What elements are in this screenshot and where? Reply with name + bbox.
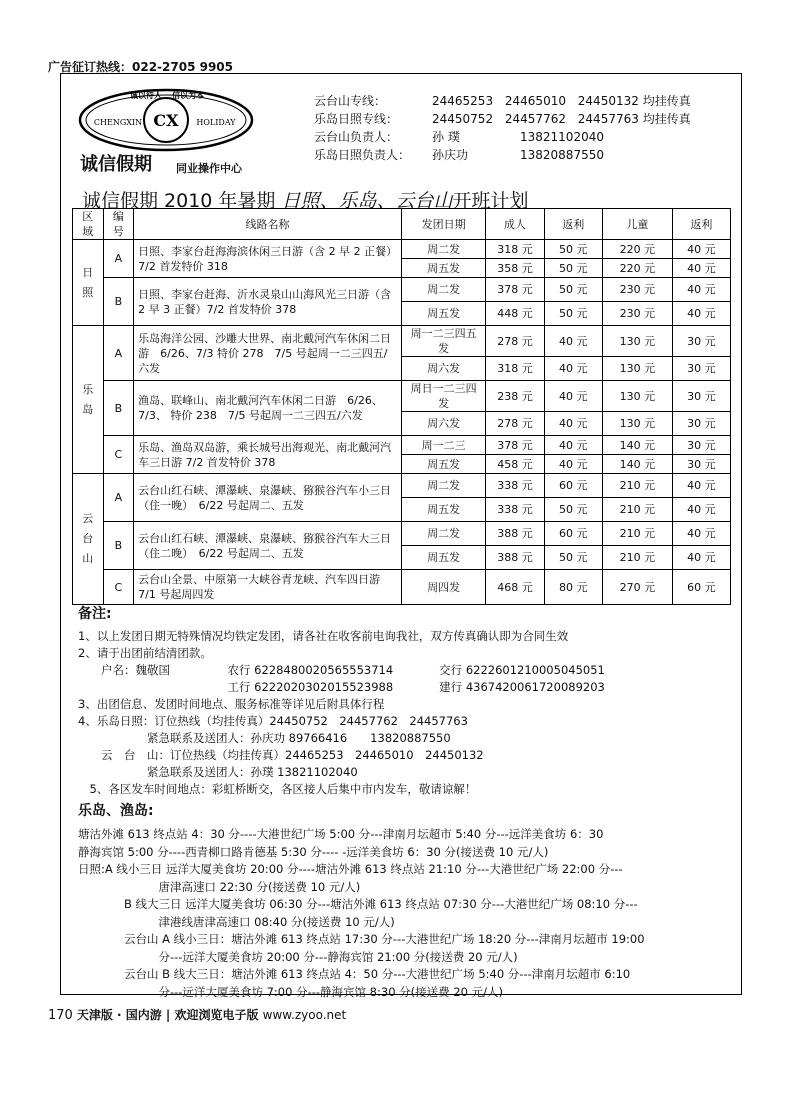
column-header: 线路名称	[134, 209, 402, 240]
adult-price: 278 元	[486, 412, 544, 436]
column-header: 编号	[103, 209, 134, 240]
adult-price: 378 元	[486, 436, 544, 455]
child-rebate: 40 元	[672, 498, 730, 522]
adult-rebate: 50 元	[544, 240, 602, 259]
adult-price: 338 元	[486, 474, 544, 498]
adult-rebate: 40 元	[544, 357, 602, 381]
child-price: 270 元	[602, 570, 672, 605]
child-price: 130 元	[602, 326, 672, 357]
schedule-line: 云台山 B 线大三日：塘沽外滩 613 终点站 4：50 分---大港世纪广场 5:40 分---津南月坛超市 6:10	[78, 967, 631, 981]
title-prefix: 诚信假期 2010 年暑期	[82, 190, 282, 212]
hotline-number: 24450752 24457762 24457763	[432, 112, 639, 126]
route-code: A	[103, 240, 134, 278]
route-name: 乐岛、渔岛双岛游，乘长城号出海观光、南北戴河汽车三日游 7/2 首发特价 378	[134, 436, 402, 474]
departure-date: 周二发	[401, 522, 485, 546]
note-line: 紧急联系及送团人：孙璞 13821102040	[78, 765, 358, 779]
departure-date: 周一二三四五发	[401, 326, 485, 357]
hotline-number: 13820887550	[520, 148, 604, 162]
column-header: 成人	[486, 209, 544, 240]
schedule-line: 津港线唐津高速口 08:40 分(接送费 10 元/人)	[78, 914, 395, 929]
route-name: 日照、李家台赶海、沂水灵泉山山海风光三日游（含 2 早 3 正餐）7/2 首发特价 378	[134, 278, 402, 326]
child-rebate: 40 元	[672, 302, 730, 326]
child-rebate: 40 元	[672, 522, 730, 546]
child-rebate: 60 元	[672, 570, 730, 605]
note-line: 工行 6222020302015523988 建行 4367420061720089203	[78, 680, 605, 694]
adult-price: 238 元	[486, 381, 544, 412]
child-price: 130 元	[602, 412, 672, 436]
title-emphasis: 日照、乐岛、云台山	[281, 190, 453, 212]
column-header: 发团日期	[401, 209, 485, 240]
footer-url[interactable]: www.zyoo.net	[262, 1008, 347, 1022]
table-row	[73, 240, 731, 259]
notes-list	[78, 628, 605, 798]
note-line: 2、请于出团前结清团款。	[78, 646, 212, 660]
child-rebate: 40 元	[672, 278, 730, 302]
departure-date: 周六发	[401, 412, 485, 436]
route-name: 云台山全景、中原第一大峡谷青龙峡、汽车四日游 7/1 号起周四发	[134, 570, 402, 605]
title-suffix: 开班计划	[452, 190, 529, 212]
departure-date: 周五发	[401, 259, 485, 278]
adult-rebate: 50 元	[544, 302, 602, 326]
pickup-schedule	[78, 826, 645, 1001]
child-price: 130 元	[602, 357, 672, 381]
departure-date: 周二发	[401, 240, 485, 259]
departure-date: 周日一二三四发	[401, 381, 485, 412]
route-name: 日照、李家台赶海海滨休闲三日游（含 2 早 2 正餐）7/2 首发特价 318	[134, 240, 402, 278]
column-header: 区域	[73, 209, 104, 240]
region-cell: 云台山	[73, 474, 104, 605]
child-price: 130 元	[602, 381, 672, 412]
route-code: C	[103, 436, 134, 474]
child-rebate: 30 元	[672, 455, 730, 474]
departure-date: 周二发	[401, 278, 485, 302]
departure-date: 周五发	[401, 546, 485, 570]
adult-rebate: 40 元	[544, 436, 602, 455]
logo-arc-left: 诚以待人	[130, 91, 162, 100]
route-code: A	[103, 326, 134, 381]
adult-rebate: 80 元	[544, 570, 602, 605]
adult-price: 388 元	[486, 546, 544, 570]
child-price: 210 元	[602, 546, 672, 570]
adult-rebate: 50 元	[544, 498, 602, 522]
adult-price: 458 元	[486, 455, 544, 474]
adult-rebate: 60 元	[544, 474, 602, 498]
adult-rebate: 40 元	[544, 455, 602, 474]
child-rebate: 30 元	[672, 436, 730, 455]
departure-date: 周四发	[401, 570, 485, 605]
adult-price: 318 元	[486, 357, 544, 381]
region-cell: 乐岛	[73, 326, 104, 474]
hotline-note: 均挂传真	[642, 112, 691, 126]
footer-text: 天津版 · 国内游 | 欢迎浏览电子版	[76, 1008, 259, 1022]
hotline-person: 孙庆功	[432, 148, 469, 162]
adult-rebate: 40 元	[544, 412, 602, 436]
table-row	[73, 278, 731, 302]
route-code: B	[103, 381, 134, 436]
hotline-list	[314, 92, 691, 164]
departure-date: 周二发	[401, 474, 485, 498]
adult-rebate: 50 元	[544, 259, 602, 278]
adult-rebate: 40 元	[544, 326, 602, 357]
schedule-table	[72, 208, 731, 605]
hotline-number: 13821102040	[520, 130, 604, 144]
note-line: 云 台 山：订位热线（均挂传真）24465253 24465010 24450132	[78, 748, 484, 762]
schedule-line: 云台山 A 线小三日：塘沽外滩 613 终点站 17:30 分---大港世纪广场 18:20 分---津南月坛超市 19:00	[78, 932, 645, 946]
note-line: 4、乐岛日照：订位热线（均挂传真）24450752 24457762 24457763	[78, 714, 468, 728]
hotline-row	[314, 146, 691, 164]
column-header: 返利	[544, 209, 602, 240]
adult-rebate: 60 元	[544, 522, 602, 546]
hotline-row	[314, 128, 691, 146]
note-line: 5、各区发车时间地点：彩虹桥断交，各区接人后集中市内发车，敬请谅解！	[78, 782, 477, 796]
child-rebate: 40 元	[672, 240, 730, 259]
route-name: 云台山红石峡、潭瀑峡、泉瀑峡、猕猴谷汽车大三日 （住二晚） 6/22 号起周二、五发	[134, 522, 402, 570]
hotline-person: 孙 璞	[432, 130, 460, 144]
schedule-line: B 线大三日 远洋大厦美食坊 06:30 分---塘沽外滩 613 终点站 07:30 分---大港世纪广场 08:10 分---	[78, 897, 638, 911]
child-price: 210 元	[602, 498, 672, 522]
note-line: 紧急联系及送团人：孙庆功 89766416 13820887550	[78, 731, 451, 745]
child-rebate: 40 元	[672, 474, 730, 498]
schedule-line: 分---远洋大厦美食坊 7:00 分---静海宾馆 8:30 分(接送费 20 元/人)	[78, 984, 503, 999]
adult-price: 388 元	[486, 522, 544, 546]
schedule-line: 静海宾馆 5:00 分----西青柳口路肯德基 5:30 分---- -远洋美食坊 6：30 分(接送费 10 元/人)	[78, 844, 549, 859]
pickup-section-title: 乐岛、渔岛:	[78, 803, 154, 819]
departure-date: 周五发	[401, 498, 485, 522]
adult-price: 378 元	[486, 278, 544, 302]
schedule-line: 塘沽外滩 613 终点站 4：30 分----大港世纪广场 5:00 分---津南月坛超市 5:40 分---远洋美食坊 6：30	[78, 827, 604, 841]
child-price: 140 元	[602, 455, 672, 474]
hotline-label: 乐岛日照负责人：	[314, 148, 411, 162]
column-header: 返利	[672, 209, 730, 240]
child-rebate: 30 元	[672, 326, 730, 357]
route-name: 渔岛、联峰山、南北戴河汽车休闲二日游 6/26、7/3、 特价 238 7/5 号起周一二三四五/六发	[134, 381, 402, 436]
logo-latin-right: HOLIDAY	[196, 118, 236, 127]
note-line: 1、以上发团日期无特殊情况均铁定发团，请各社在收客前电询我社，双方传真确认即为合同生效	[78, 629, 569, 643]
schedule-line: 唐津高速口 22:30 分(接送费 10 元/人)	[78, 879, 361, 894]
adult-price: 468 元	[486, 570, 544, 605]
table-row	[73, 474, 731, 498]
child-price: 230 元	[602, 278, 672, 302]
adult-price: 318 元	[486, 240, 544, 259]
hotline-label: 云台山专线：	[314, 94, 387, 108]
page-number: 170	[48, 1008, 73, 1023]
route-name: 云台山红石峡、潭瀑峡、泉瀑峡、猕猴谷汽车小三日 （住一晚） 6/22 号起周二、五发	[134, 474, 402, 522]
hotline-row	[314, 92, 691, 110]
child-rebate: 30 元	[672, 412, 730, 436]
logo-arc-right: 信以为本	[172, 91, 204, 100]
hotline-note: 均挂传真	[642, 94, 691, 108]
hotline-label: 云台山负责人：	[314, 130, 399, 144]
logo-mark: CX	[153, 111, 179, 130]
table-row	[73, 381, 731, 412]
table-row	[73, 436, 731, 455]
departure-date: 周六发	[401, 357, 485, 381]
adult-price: 278 元	[486, 326, 544, 357]
adult-rebate: 50 元	[544, 278, 602, 302]
region-cell: 日照	[73, 240, 104, 326]
hotline-row	[314, 110, 691, 128]
notes-title: 备注:	[78, 606, 112, 622]
column-header: 儿童	[602, 209, 672, 240]
logo-name: 诚信假期	[80, 154, 152, 175]
table-header-row	[73, 209, 731, 240]
adult-rebate: 50 元	[544, 546, 602, 570]
note-line: 户名：魏敬国 农行 6228480020565553714 交行 6222601210005045051	[78, 663, 605, 677]
page-footer	[48, 1006, 346, 1023]
child-price: 230 元	[602, 302, 672, 326]
route-name: 乐岛海洋公园、沙雕大世界、南北戴河汽车休闲二日游 6/26、7/3 特价 278 7/5 号起周一二三四五/六发	[134, 326, 402, 381]
route-code: A	[103, 474, 134, 522]
departure-date: 周五发	[401, 302, 485, 326]
schedule-line: 分---远洋大厦美食坊 20:00 分---静海宾馆 21:00 分(接送费 20 元/人)	[78, 949, 518, 964]
child-rebate: 40 元	[672, 546, 730, 570]
adult-rebate: 40 元	[544, 381, 602, 412]
departure-date: 周五发	[401, 455, 485, 474]
child-rebate: 40 元	[672, 259, 730, 278]
logo-latin-left: CHENGXIN	[93, 118, 143, 127]
table-row	[73, 522, 731, 546]
route-code: C	[103, 570, 134, 605]
adult-price: 338 元	[486, 498, 544, 522]
table-row	[73, 570, 731, 605]
child-price: 220 元	[602, 259, 672, 278]
ad-hotline: 广告征订热线：022-2705 9905	[48, 60, 234, 74]
hotline-number: 24465253 24465010 24450132	[432, 94, 639, 108]
child-price: 220 元	[602, 240, 672, 259]
route-code: B	[103, 278, 134, 326]
child-price: 210 元	[602, 474, 672, 498]
child-rebate: 30 元	[672, 381, 730, 412]
child-rebate: 30 元	[672, 357, 730, 381]
child-price: 140 元	[602, 436, 672, 455]
note-line: 3、出团信息、发团时间地点、服务标准等详见后附具体行程	[78, 697, 385, 711]
hotline-label: 乐岛日照专线：	[314, 112, 399, 126]
table-row	[73, 326, 731, 357]
schedule-line: 日照:A 线小三日 远洋大厦美食坊 20:00 分----塘沽外滩 613 终点站 21:10 分---大港世纪广场 22:00 分---	[78, 862, 623, 876]
adult-price: 358 元	[486, 259, 544, 278]
route-code: B	[103, 522, 134, 570]
departure-date: 周一二三	[401, 436, 485, 455]
child-price: 210 元	[602, 522, 672, 546]
adult-price: 448 元	[486, 302, 544, 326]
logo-subtitle: 同业操作中心	[176, 162, 242, 175]
